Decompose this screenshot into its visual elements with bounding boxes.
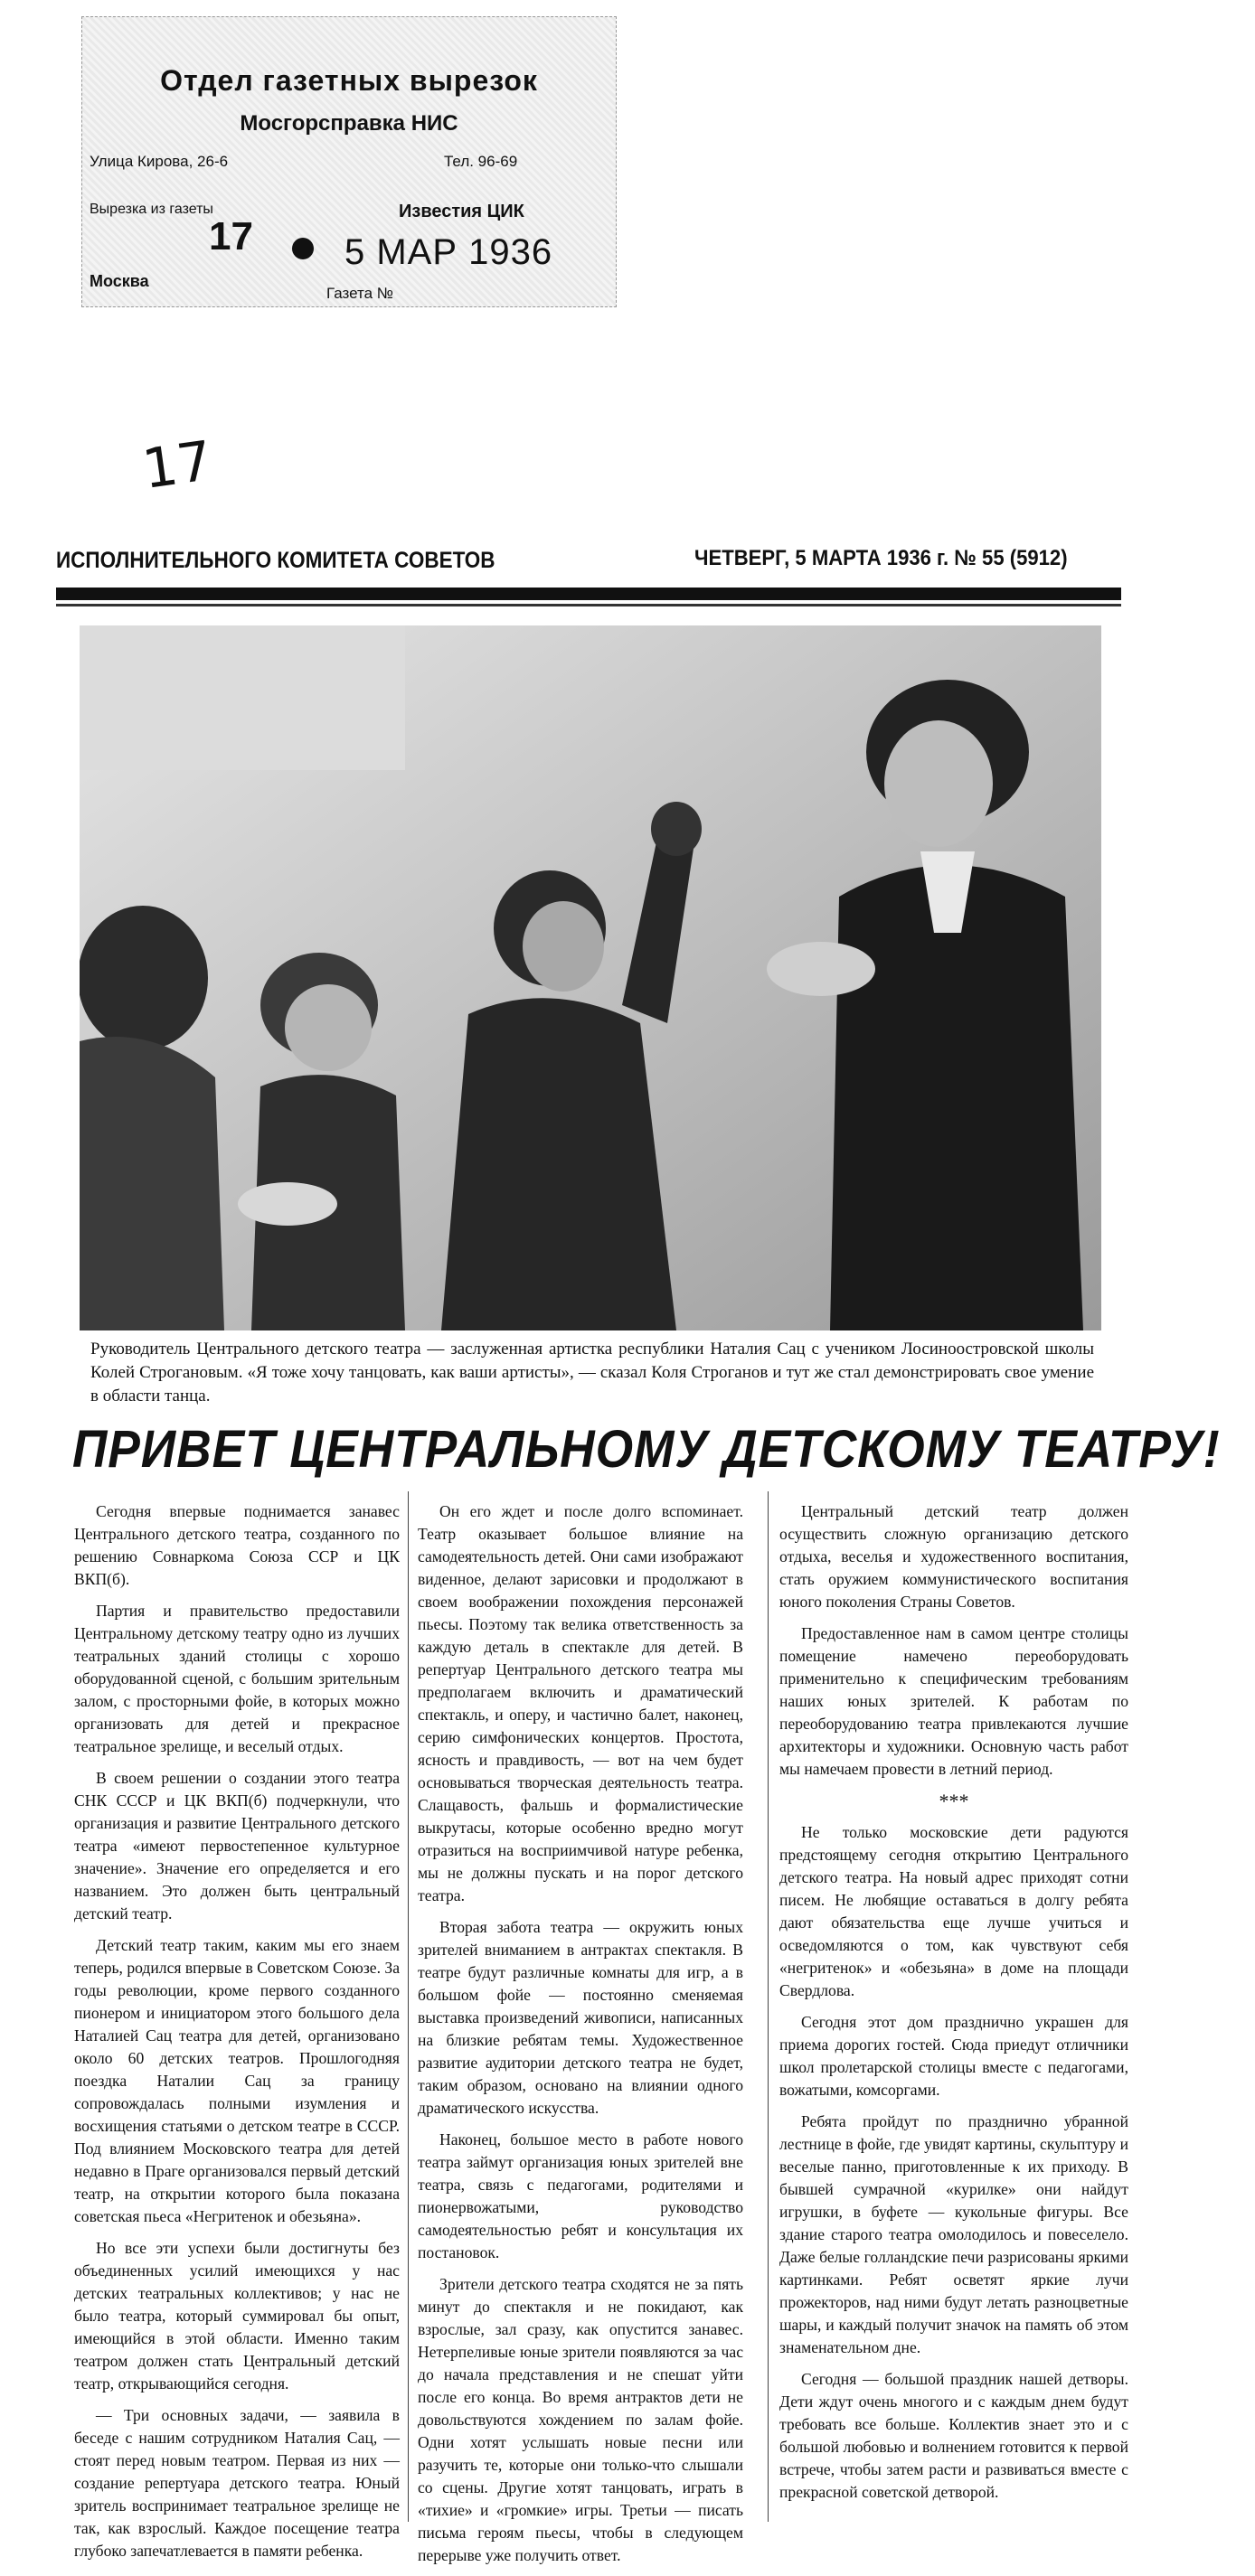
stamp-clip-label: Вырезка из газеты (90, 202, 213, 217)
masthead-rule (56, 588, 1121, 600)
paragraph: Не только московские дети радуются предстоящему сегодня открытию Центрального детского театра. На новый адрес приходят сотни писем. Не любящие оставаться в долгу ребята дают обязательства еще лучше учиться и осведомляются о том, как чувствуют себя «негритенок» и «обезьяна» в доме на площади Свердлова. (779, 1823, 1128, 1999)
paragraph: Партия и правительство предоставили Центральному детскому театру одно из лучших театральных зданий столицы с хорошо оборудованной сценой, с большим зрительным залом, с просторными фойе, в которых можно организовать для детей и прекрасное театральное зрелище, и веселый отдых. (74, 1602, 400, 1755)
masthead-left: ИСПОЛНИТЕЛЬНОГО КОМИТЕТА СОВЕТОВ (56, 548, 495, 573)
paragraph: Сегодня этот дом празднично украшен для приема дорогих гостей. Сюда приедут отличники школ пролетарской столицы вместе с педагогами, вожатыми, комсоргами. (779, 2013, 1128, 2099)
stamp-department: Отдел газетных вырезок (160, 64, 538, 97)
photo-caption: Руководитель Центрального детского театра — заслуженная артистка республики Наталия Сац с учеником Лосиноостровской школы Колей Строгановым. «Я тоже хочу танцовать, как ваши артисты», — сказал Коля Строганов и тут же стал демонстрировать свое умение в области танца. (90, 1340, 1094, 1406)
photo-illustration (80, 625, 1101, 1330)
stamp-number: 17 (209, 214, 253, 259)
article-column-2 (418, 1500, 743, 2576)
paragraph: Зрители детского театра сходятся не за пять минут до спектакля и не покидают, как взрослые, зал сразу, как опустится занавес. Нетерпеливые юные зрители появляются за час до начала представления и не спешат уйти после его конца. Во время антрактов дети не довольствуются хождением по залам фойе. Одни хотят услышать новые песни или разучить те, которые они только-что слышали со сцены. Другие хотят танцовать, играть в «тихие» и «громкие» игры. Третьи — писать письма героям пьесы, чтобы в следующем перерыве уже получить ответ. (418, 2275, 743, 2564)
stamp-city: Москва (90, 272, 149, 290)
paragraph: Вторая забота театра — окружить юных зрителей вниманием в антрактах спектакля. В театре будут различные комнаты для игр, а в большом фойе — постоянно сменяемая выставка произведений живописи, написанных на близкие ребятам темы. Художественное развитие аудитории детского театра не будет, таким образом, основано на влиянии одного драматического искусства. (418, 1918, 743, 2117)
stamp-address: Улица Кирова, 26-6 (90, 153, 229, 170)
news-photo (80, 625, 1101, 1330)
article-column-3 (779, 1500, 1128, 2513)
paragraph: Наконец, большое место в работе нового театра займут организация юных зрителей вне театра, связь с педагогами, родителями и пионервожатыми, руководство самодеятельностью ребят и консультация их постановок. (418, 2130, 743, 2261)
clipping-stamp (81, 16, 617, 307)
paragraph: Но все эти успехи были достигнуты без объединенных усилий имеющихся у нас детских театральных коллективов; у нас не было театра, который суммировал бы опыт, имеющийся в этой области. Именно таким театром должен стать Центральный детский театр, открывающийся сегодня. (74, 2239, 400, 2393)
masthead-date: ЧЕТВЕРГ, 5 МАРТА 1936 г. № 55 (5912) (694, 546, 1068, 570)
paragraph: Сегодня впервые поднимается занавес Центрального детского театра, созданного по решению Совнаркома Союза ССР и ЦК ВКП(б). (74, 1502, 400, 1588)
paragraph: Сегодня — большой праздник нашей детворы. Дети ждут очень многого и с каждым днем будут требовать все больше. Коллектив знает это и с большой любовью и волнением готовится к первой встрече, чтобы затем расти и развиваться вместе с прекрасной советской детворой. (779, 2370, 1128, 2501)
paragraph: Он его ждет и после долго вспоминает. Театр оказывает большое влияние на самодеятельность детей. Они сами изображают виденное, делают зарисовки и продолжают в своем воображении похождения персонажей пьесы. Поэтому так велика ответственность за каждую деталь в спектакле для детей. В репертуар Центрального детского театра мы предполагаем включить и драматический спектакль, и оперу, и частично балет, наконец, серию симфонических концертов. Простота, ясность и правдивость, — вот на чем будет основываться творческая деятельность театра. Слащавость, фальшь и формалистические выкрутасы, которые особенно вредно могут отразиться на восприимчивой натуре ребенка, мы не должны пускать и на порог детского театра. (418, 1502, 743, 1904)
paragraph: Ребята пройдут по празднично убранной лестнице в фойе, где увидят картины, скульптуру и веселые панно, приготовленные к их приходу. В бывшей сумрачной «курилке» они найдут игрушки, в буфете — кукольные фигуры. Все здание старого театра омолодилось и повеселело. Даже белые голландские печи разрисованы яркими картинками. Ребят осветят яркие лучи прожекторов, над ними будут летать разноцветные шары, и каждый получит значок на память об этом знаменательном дне. (779, 2112, 1128, 2356)
article-column-1 (74, 1500, 400, 2571)
stamp-phone: Тел. 96-69 (444, 153, 518, 170)
stamp-gazette-label: Газета № (326, 285, 394, 302)
column-divider (768, 1491, 769, 2522)
column-divider (408, 1491, 409, 2522)
paragraph: В своем решении о создании этого театра СНК СССР и ЦК ВКП(б) подчеркнули, что организация и развитие Центрального детского театра «имеют первостепенное культурное значение». Значение его определяется и его названием. Это должен быть центральный детский театр. (74, 1769, 400, 1923)
handwritten-note: 17 (138, 429, 216, 502)
article-headline: ПРИВЕТ ЦЕНТРАЛЬНОМУ ДЕТСКОМУ ТЕАТРУ! (72, 1420, 1221, 1479)
paragraph: Центральный детский театр должен осуществить сложную организацию детского отдыха, веселья и художественного воспитания, стать оружием коммунистического воспитания юного поколения Страны Советов. (779, 1502, 1128, 1611)
paragraph: — Три основных задачи, — заявила в беседе с нашим сотрудником Наталия Сац, — стоят перед новым театром. Первая из них — создание репертуара детского театра. Юный зритель воспринимает театральное зрелище не так, как взрослый. Каждое посещение театра глубоко запечатлевается в памяти ребенка. (74, 2406, 400, 2560)
stamp-org: Мосгорсправка НИС (240, 111, 458, 136)
masthead-rule-thin (56, 604, 1121, 606)
stamp-dot (292, 238, 314, 259)
stamp-date: 5 МАР 1936 (344, 232, 553, 272)
section-stars: *** (939, 1790, 969, 1812)
paragraph: Детский театр таким, каким мы его знаем теперь, родился впервые в Советском Союзе. За годы революции, кроме первого созданного пионером и инициатором этого большого дела Наталией Сац театра для детей, организовано около 60 детских театров. Прошлогодняя поездка Наталии Сац за границу сопровождалась полными изумления и восхищения статьями о детском театре в СССР. Под влиянием Московского театра для детей недавно в Праге организовался первый детский театр, на открытии которого была показана советская пьеса «Негритенок и обезьяна». (74, 1936, 401, 2225)
stamp-paper-name: Известия ЦИК (399, 202, 524, 221)
paragraph: Предоставленное нам в самом центре столицы помещение намечено переоборудовать применительно к специфическим требованиям наших юных зрителей. К работам по переоборудованию театра привлекаются лучшие архитекторы и художники. Основную часть работ мы намечаем провести в летний период. (779, 1624, 1128, 1778)
